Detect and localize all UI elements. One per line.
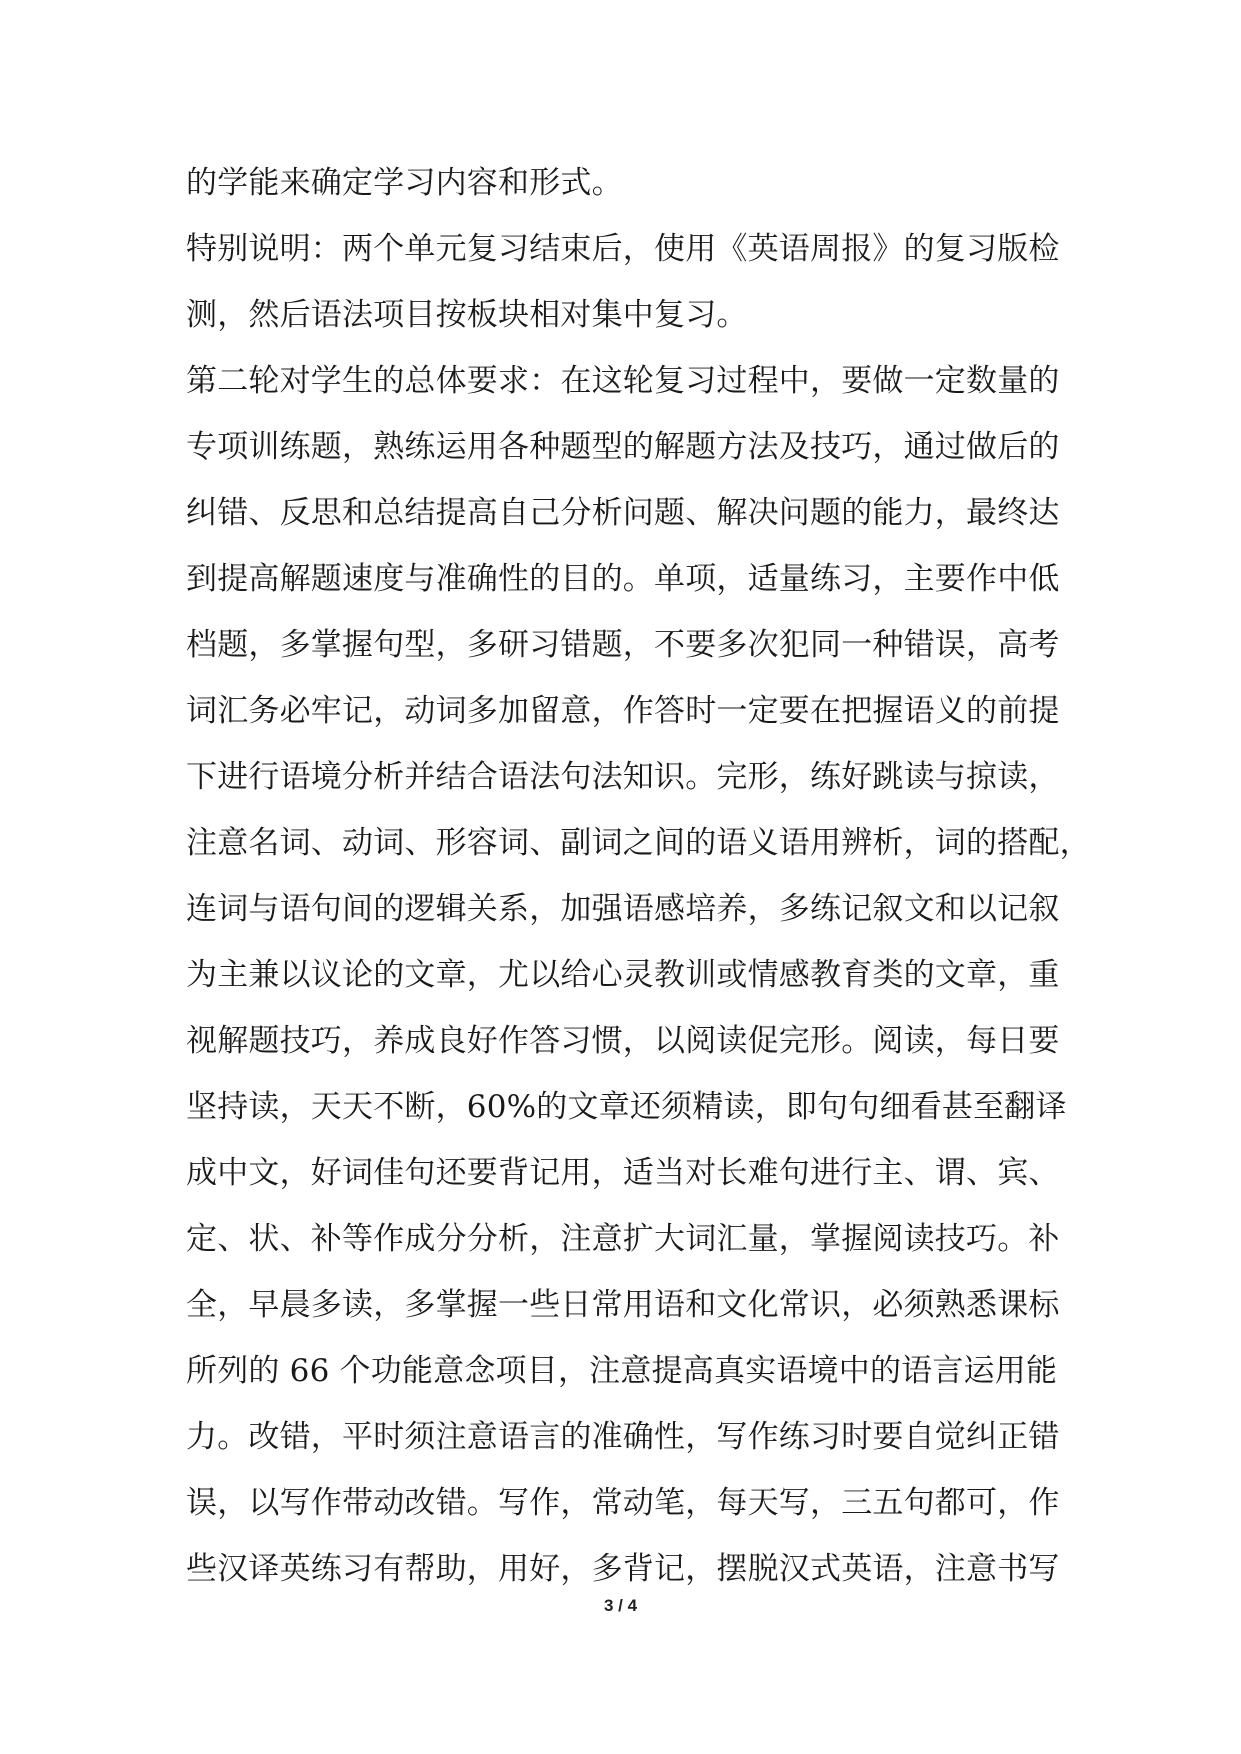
- text-line: 些汉译英练习有帮助，用好，多背记，摆脱汉式英语，注意书写: [186, 1551, 1060, 1587]
- text-line: 档题，多掌握句型，多研习错题，不要多次犯同一种错误，高考: [186, 627, 1060, 663]
- body-text: [186, 150, 1091, 1602]
- text-line: 的学能来确定学习内容和形式。: [186, 165, 623, 201]
- text-line: 力。改错，平时须注意语言的准确性，写作练习时要自觉纠正错: [186, 1419, 1060, 1455]
- text-line: 纠错、反思和总结提高自己分析问题、解决问题的能力，最终达: [186, 495, 1060, 531]
- text-line: 定、状、补等作成分分析，注意扩大词汇量，掌握阅读技巧。补: [186, 1221, 1060, 1257]
- text-line: 坚持读，天天不断，60%的文章还须精读，即句句细看甚至翻译: [186, 1089, 1067, 1125]
- page-number: 3 / 4: [603, 1596, 638, 1615]
- text-line: 所列的 66 个功能意念项目，注意提高真实语境中的语言运用能: [186, 1353, 1058, 1389]
- text-line: 连词与语句间的逻辑关系，加强语感培养，多练记叙文和以记叙: [186, 891, 1060, 927]
- text-line: 为主兼以议论的文章，尤以给心灵教训或情感教育类的文章，重: [186, 957, 1060, 993]
- text-line: 到提高解题速度与准确性的目的。单项，适量练习，主要作中低: [186, 561, 1060, 597]
- text-line: 词汇务必牢记，动词多加留意，作答时一定要在把握语义的前提: [186, 693, 1060, 729]
- text-line: 特别说明：两个单元复习结束后，使用《英语周报》的复习版检: [186, 231, 1060, 267]
- text-line: 全，早晨多读，多掌握一些日常用语和文化常识，必须熟悉课标: [186, 1287, 1060, 1323]
- text-line: 误，以写作带动改错。写作，常动笔，每天写，三五句都可，作: [186, 1485, 1060, 1521]
- text-line: 成中文，好词佳句还要背记用，适当对长难句进行主、谓、宾、: [186, 1155, 1060, 1191]
- text-line: 第二轮对学生的总体要求：在这轮复习过程中，要做一定数量的: [186, 363, 1060, 399]
- text-line: 专项训练题，熟练运用各种题型的解题方法及技巧，通过做后的: [186, 429, 1060, 465]
- text-line: 注意名词、动词、形容词、副词之间的语义语用辨析，词的搭配，: [186, 825, 1091, 861]
- text-line: 视解题技巧，养成良好作答习惯，以阅读促完形。阅读，每日要: [186, 1023, 1060, 1059]
- text-line: 下进行语境分析并结合语法句法知识。完形，练好跳读与掠读，: [186, 759, 1060, 795]
- text-line: 测，然后语法项目按板块相对集中复习。: [186, 297, 748, 333]
